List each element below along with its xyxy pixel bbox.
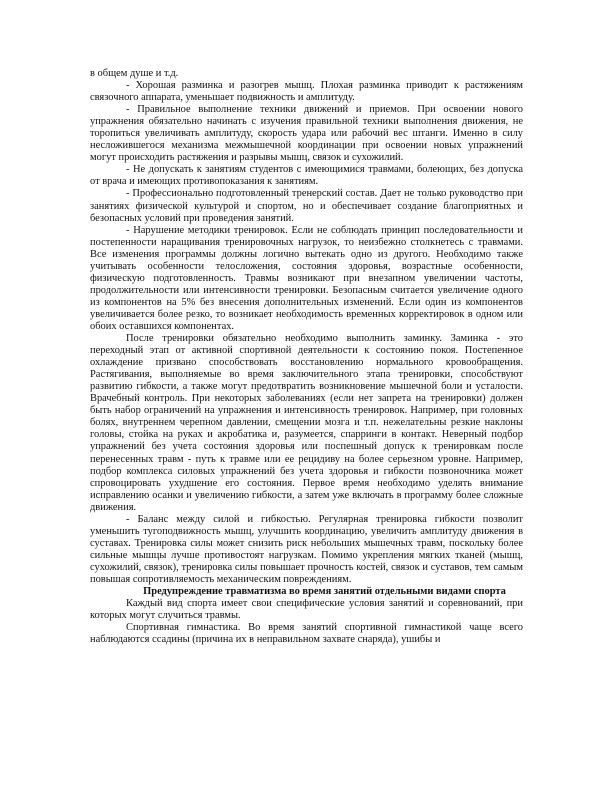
paragraph: Спортивная гимнастика. Во время занятий спортивной гимнастикой чаще всего наблюдаются ссадины (причина их в неправильном захвате снаряда), ушибы и	[90, 622, 523, 646]
section-heading: Предупреждение травматизма во время занятий отдельными видами спорта	[143, 586, 506, 598]
paragraph: в общем душе и т.д.	[90, 68, 179, 79]
paragraph: - Баланс между силой и гибкостью. Регулярная тренировка гибкости позволит уменьшить тугоподвижность мышц, улучшить координацию, увеличить амплитуду движения в суставах. Тренировка силы может снизить риск небольших мышечных травм, поскольку более сильные мышцы лучше противостоят нагрузкам. Помимо укрепления мягких тканей (мышц, сухожилий, связок), тренировка силы повышает прочность костей, связок и суставов, тем самым повышая сопротивляемость механическим повреждениям.	[90, 513, 523, 585]
paragraph: - Правильное выполнение техники движений и приемов. При освоении нового упражнения обязательно начинать с изучения правильной техники выполнения движения, не торопиться увеличивать амплитуду, скорость удара или рабочий вес штанги. Именно в силу несложившегося механизма межмышечной координации при освоении новых упражнений могут происходить растяжения и разрывы мышц, связок и сухожилий.	[90, 104, 523, 164]
paragraph: - Не допускать к занятиям студентов с имеющимися травмами, болеющих, без допуска от врача и имеющих противопоказания к занятиям.	[90, 164, 523, 188]
paragraph: - Профессионально подготовленный тренерский состав. Дает не только руководство при занятиях физической культурой и спортом, но и обеспечивает создание благоприятных и безопасных условий при проведения занятий.	[90, 188, 523, 224]
paragraph: Каждый вид спорта имеет свои специфические условия занятий и соревнований, при которых могут случиться травмы.	[90, 598, 523, 622]
paragraph: После тренировки обязательно необходимо выполнить заминку. Заминка - это переходный этап от активной спортивной деятельности к состоянию покоя. Постепенное охлаждение призвано способствовать восстановлению нормального кровообращения. Растягивания, выполняемые во время заключительного этапа тренировки, способствуют развитию гибкости, а также могут предотвратить возникновение мышечной боли и усталости. Врачебный контроль. При некоторых заболеваниях (если нет запрета на тренировки) должен быть набор ограничений на упражнения и интенсивность тренировок. Например, при головных болях, внутреннем черепном давлении, смещении мозга и т.п. нежелательны резкие наклоны головы, стойка на руках и акробатика и, разумеется, спарринги в контакт. Неверный подбор упражнений без учета состояния здоровья или поспешный допуск к тренировкам после перенесенных травм - путь к травме или ее рецидиву на более серьезном уровне. Например, подбор комплекса силовых упражнений без учета здоровья и гибкости позвоночника может спровоцировать ухудшение его состояния. Первое время необходимо уделять внимание исправлению осанки и увеличению гибкости, а затем уже включать в программу более сложные движения.	[90, 333, 523, 513]
document-page	[90, 68, 523, 646]
paragraph: - Хорошая разминка и разогрев мышц. Плохая разминка приводит к растяжениям связочного аппарата, уменьшает подвижность и амплитуду.	[90, 80, 523, 104]
paragraph: - Нарушение методики тренировок. Если не соблюдать принцип последовательности и постепенности наращивания тренировочных нагрузок, то неизбежно столкнетесь с травмами. Все изменения программы должны логично вытекать одно из другого. Необходимо также учитывать особенности телосложения, состояния здоровья, возрастные особенности, физическую подготовленность. Травмы возникают при внезапном увеличении частоты, продолжительности или интенсивности тренировки. Безопасным считается увеличение одного из компонентов на 5% без внесения дополнительных изменений. Если один из компонентов увеличивается более резко, то возникает необходимость временных корректировок в одном или обоих оставшихся компонентах.	[90, 224, 523, 332]
